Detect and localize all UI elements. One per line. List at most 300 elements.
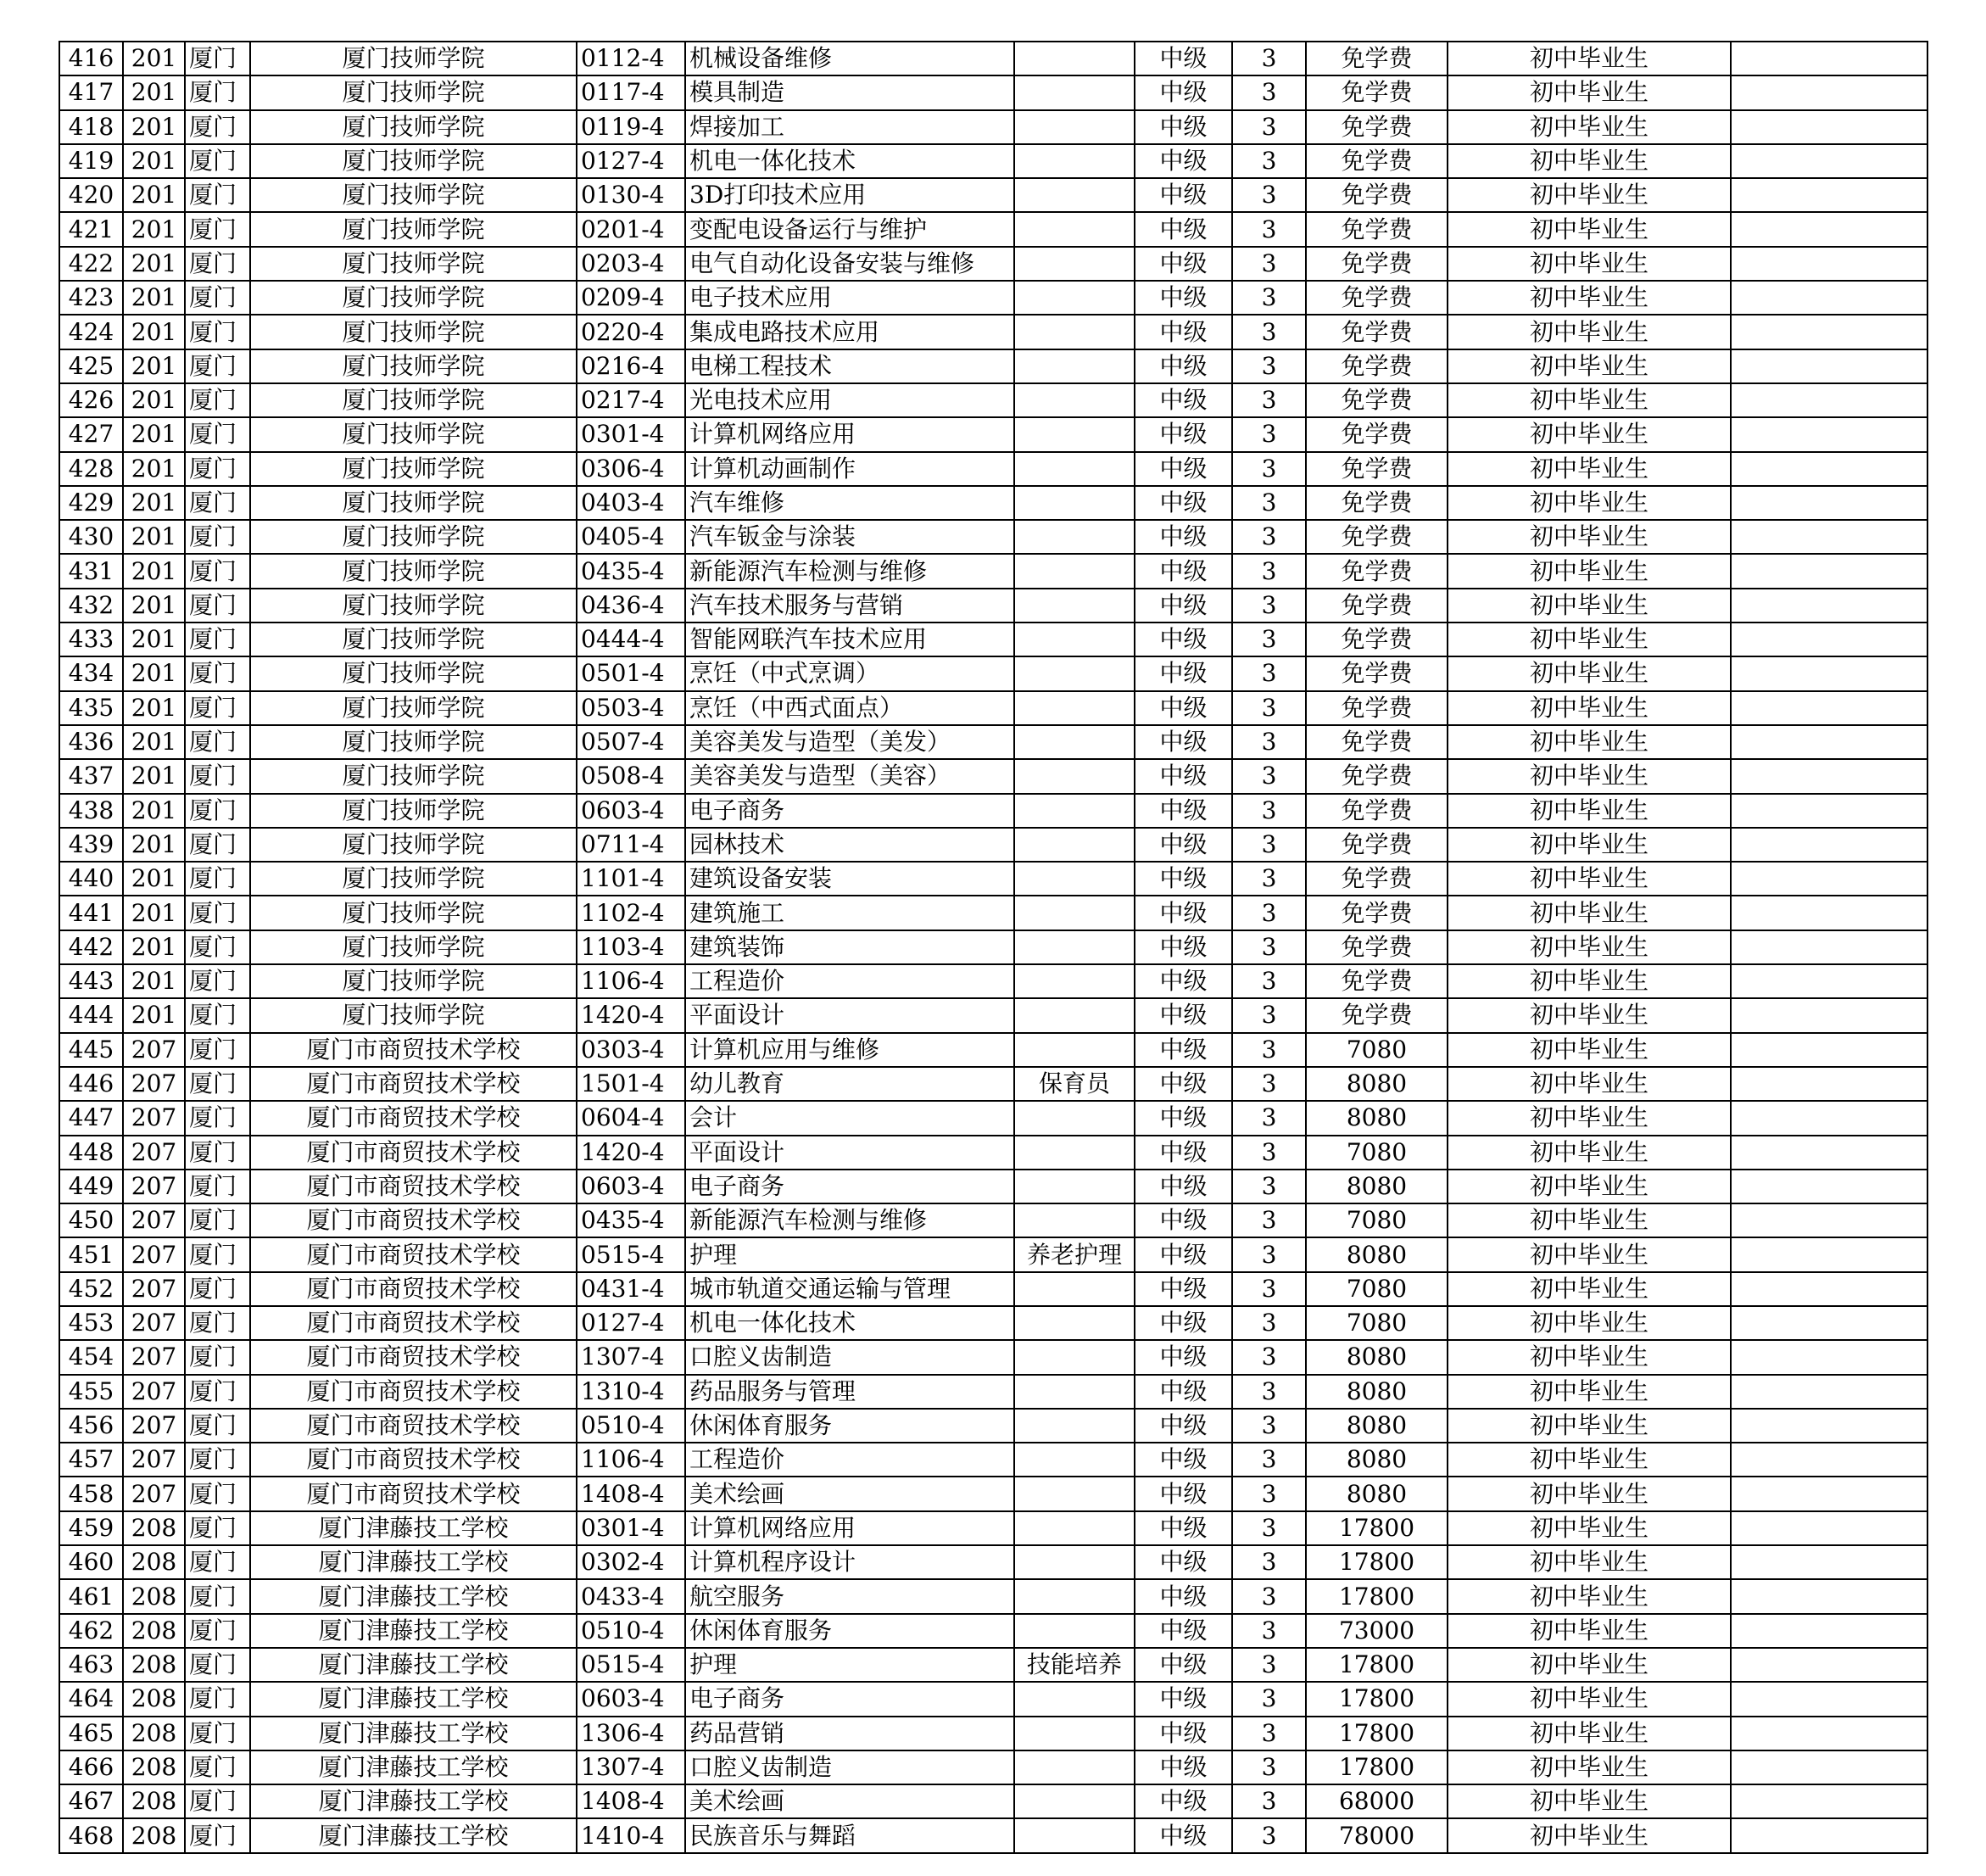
seq-cell: 435	[59, 691, 123, 725]
years-cell: 3	[1232, 964, 1306, 998]
remark-cell	[1731, 1033, 1927, 1067]
tuition-cell: 免学费	[1306, 75, 1448, 109]
city-cell: 厦门	[185, 1579, 250, 1613]
city-cell: 厦门	[185, 828, 250, 862]
tuition-cell: 8080	[1306, 1101, 1448, 1135]
remark-cell	[1731, 998, 1927, 1032]
major-name-cell: 新能源汽车检测与维修	[685, 1203, 1014, 1237]
school-name-cell: 厦门市商贸技术学校	[250, 1033, 577, 1067]
remark-cell	[1731, 1237, 1927, 1271]
enrollment-target-cell: 初中毕业生	[1448, 656, 1731, 690]
years-cell: 3	[1232, 896, 1306, 930]
seq-cell: 449	[59, 1170, 123, 1203]
school-name-cell: 厦门技师学院	[250, 623, 577, 656]
city-cell: 厦门	[185, 520, 250, 554]
direction-cell	[1014, 1579, 1135, 1613]
enrollment-target-cell: 初中毕业生	[1448, 1477, 1731, 1510]
level-cell: 中级	[1135, 896, 1232, 930]
table-row	[59, 212, 1927, 246]
level-cell: 中级	[1135, 383, 1232, 417]
level-cell: 中级	[1135, 1272, 1232, 1306]
city-cell: 厦门	[185, 862, 250, 896]
remark-cell	[1731, 930, 1927, 964]
school-code-cell: 201	[123, 247, 185, 281]
table-row	[59, 1375, 1927, 1409]
enrollment-target-cell: 初中毕业生	[1448, 1784, 1731, 1818]
enrollment-target-cell: 初中毕业生	[1448, 1818, 1731, 1852]
direction-cell	[1014, 1717, 1135, 1750]
table-row	[59, 1784, 1927, 1818]
seq-cell: 452	[59, 1272, 123, 1306]
years-cell: 3	[1232, 998, 1306, 1032]
table-row	[59, 623, 1927, 656]
major-code-cell: 0405-4	[577, 520, 685, 554]
tuition-cell: 免学费	[1306, 554, 1448, 588]
remark-cell	[1731, 1717, 1927, 1750]
tuition-cell: 免学费	[1306, 725, 1448, 759]
major-code-cell: 1410-4	[577, 1818, 685, 1852]
seq-cell: 433	[59, 623, 123, 656]
remark-cell	[1731, 1067, 1927, 1101]
remark-cell	[1731, 828, 1927, 862]
table-row	[59, 75, 1927, 109]
city-cell: 厦门	[185, 1784, 250, 1818]
tuition-cell: 17800	[1306, 1648, 1448, 1682]
school-code-cell: 201	[123, 656, 185, 690]
major-code-cell: 1106-4	[577, 1443, 685, 1477]
years-cell: 3	[1232, 1784, 1306, 1818]
remark-cell	[1731, 1170, 1927, 1203]
city-cell: 厦门	[185, 998, 250, 1032]
direction-cell	[1014, 1818, 1135, 1852]
school-name-cell: 厦门市商贸技术学校	[250, 1067, 577, 1101]
remark-cell	[1731, 452, 1927, 486]
school-code-cell: 201	[123, 452, 185, 486]
major-name-cell: 烹饪（中式烹调）	[685, 656, 1014, 690]
major-code-cell: 0507-4	[577, 725, 685, 759]
school-code-cell: 201	[123, 862, 185, 896]
level-cell: 中级	[1135, 1067, 1232, 1101]
enrollment-target-cell: 初中毕业生	[1448, 930, 1731, 964]
seq-cell: 440	[59, 862, 123, 896]
seq-cell: 425	[59, 349, 123, 383]
direction-cell	[1014, 383, 1135, 417]
direction-cell	[1014, 110, 1135, 144]
enrollment-target-cell: 初中毕业生	[1448, 1203, 1731, 1237]
major-name-cell: 工程造价	[685, 1443, 1014, 1477]
major-code-cell: 0436-4	[577, 589, 685, 623]
major-code-cell: 1306-4	[577, 1717, 685, 1750]
major-code-cell: 1408-4	[577, 1784, 685, 1818]
major-name-cell: 幼儿教育	[685, 1067, 1014, 1101]
level-cell: 中级	[1135, 281, 1232, 315]
major-name-cell: 计算机应用与维修	[685, 1033, 1014, 1067]
table-row	[59, 862, 1927, 896]
school-code-cell: 201	[123, 725, 185, 759]
tuition-cell: 17800	[1306, 1579, 1448, 1613]
seq-cell: 450	[59, 1203, 123, 1237]
seq-cell: 427	[59, 417, 123, 451]
table-row	[59, 1033, 1927, 1067]
enrollment-target-cell: 初中毕业生	[1448, 1375, 1731, 1409]
remark-cell	[1731, 725, 1927, 759]
direction-cell	[1014, 281, 1135, 315]
city-cell: 厦门	[185, 247, 250, 281]
tuition-cell: 78000	[1306, 1818, 1448, 1852]
level-cell: 中级	[1135, 110, 1232, 144]
table-row	[59, 691, 1927, 725]
enrollment-target-cell: 初中毕业生	[1448, 75, 1731, 109]
school-name-cell: 厦门技师学院	[250, 247, 577, 281]
direction-cell	[1014, 759, 1135, 793]
direction-cell: 保育员	[1014, 1067, 1135, 1101]
table-row	[59, 1614, 1927, 1648]
remark-cell	[1731, 759, 1927, 793]
direction-cell	[1014, 828, 1135, 862]
city-cell: 厦门	[185, 691, 250, 725]
remark-cell	[1731, 42, 1927, 75]
major-code-cell: 0117-4	[577, 75, 685, 109]
major-code-cell: 0403-4	[577, 486, 685, 520]
seq-cell: 436	[59, 725, 123, 759]
years-cell: 3	[1232, 1033, 1306, 1067]
table-row	[59, 1101, 1927, 1135]
years-cell: 3	[1232, 1648, 1306, 1682]
major-name-cell: 智能网联汽车技术应用	[685, 623, 1014, 656]
years-cell: 3	[1232, 486, 1306, 520]
table-row	[59, 1579, 1927, 1613]
level-cell: 中级	[1135, 656, 1232, 690]
seq-cell: 468	[59, 1818, 123, 1852]
years-cell: 3	[1232, 75, 1306, 109]
seq-cell: 460	[59, 1545, 123, 1579]
major-name-cell: 3D打印技术应用	[685, 178, 1014, 212]
years-cell: 3	[1232, 144, 1306, 178]
tuition-cell: 免学费	[1306, 452, 1448, 486]
school-code-cell: 207	[123, 1170, 185, 1203]
school-name-cell: 厦门技师学院	[250, 75, 577, 109]
tuition-cell: 8080	[1306, 1443, 1448, 1477]
school-code-cell: 207	[123, 1237, 185, 1271]
seq-cell: 428	[59, 452, 123, 486]
table-row	[59, 1648, 1927, 1682]
school-code-cell: 208	[123, 1784, 185, 1818]
direction-cell	[1014, 178, 1135, 212]
direction-cell	[1014, 349, 1135, 383]
enrollment-target-cell: 初中毕业生	[1448, 1443, 1731, 1477]
direction-cell	[1014, 1614, 1135, 1648]
major-name-cell: 集成电路技术应用	[685, 315, 1014, 349]
school-code-cell: 207	[123, 1375, 185, 1409]
major-name-cell: 药品服务与管理	[685, 1375, 1014, 1409]
major-name-cell: 烹饪（中西式面点）	[685, 691, 1014, 725]
years-cell: 3	[1232, 42, 1306, 75]
years-cell: 3	[1232, 1717, 1306, 1750]
remark-cell	[1731, 862, 1927, 896]
enrollment-target-cell: 初中毕业生	[1448, 1033, 1731, 1067]
school-name-cell: 厦门市商贸技术学校	[250, 1101, 577, 1135]
table-row	[59, 281, 1927, 315]
direction-cell	[1014, 1443, 1135, 1477]
tuition-cell: 免学费	[1306, 144, 1448, 178]
school-code-cell: 207	[123, 1203, 185, 1237]
school-name-cell: 厦门技师学院	[250, 998, 577, 1032]
city-cell: 厦门	[185, 1306, 250, 1340]
school-code-cell: 201	[123, 349, 185, 383]
school-code-cell: 208	[123, 1545, 185, 1579]
major-name-cell: 工程造价	[685, 964, 1014, 998]
enrollment-target-cell: 初中毕业生	[1448, 896, 1731, 930]
major-code-cell: 0508-4	[577, 759, 685, 793]
years-cell: 3	[1232, 1682, 1306, 1716]
major-name-cell: 园林技术	[685, 828, 1014, 862]
major-code-cell: 0515-4	[577, 1648, 685, 1682]
enrollment-target-cell: 初中毕业生	[1448, 1136, 1731, 1170]
seq-cell: 439	[59, 828, 123, 862]
school-name-cell: 厦门技师学院	[250, 486, 577, 520]
level-cell: 中级	[1135, 1614, 1232, 1648]
school-code-cell: 207	[123, 1033, 185, 1067]
remark-cell	[1731, 1340, 1927, 1374]
level-cell: 中级	[1135, 1784, 1232, 1818]
school-name-cell: 厦门市商贸技术学校	[250, 1272, 577, 1306]
seq-cell: 437	[59, 759, 123, 793]
years-cell: 3	[1232, 1443, 1306, 1477]
enrollment-target-cell: 初中毕业生	[1448, 383, 1731, 417]
city-cell: 厦门	[185, 1717, 250, 1750]
major-name-cell: 汽车维修	[685, 486, 1014, 520]
direction-cell	[1014, 589, 1135, 623]
table-row	[59, 452, 1927, 486]
remark-cell	[1731, 1477, 1927, 1510]
direction-cell	[1014, 1682, 1135, 1716]
years-cell: 3	[1232, 794, 1306, 828]
major-code-cell: 1102-4	[577, 896, 685, 930]
level-cell: 中级	[1135, 1545, 1232, 1579]
level-cell: 中级	[1135, 417, 1232, 451]
city-cell: 厦门	[185, 417, 250, 451]
seq-cell: 421	[59, 212, 123, 246]
level-cell: 中级	[1135, 794, 1232, 828]
major-name-cell: 模具制造	[685, 75, 1014, 109]
table-row	[59, 930, 1927, 964]
major-code-cell: 0112-4	[577, 42, 685, 75]
remark-cell	[1731, 520, 1927, 554]
table-row	[59, 110, 1927, 144]
city-cell: 厦门	[185, 1375, 250, 1409]
school-name-cell: 厦门技师学院	[250, 520, 577, 554]
school-code-cell: 208	[123, 1682, 185, 1716]
table-row	[59, 794, 1927, 828]
major-code-cell: 0127-4	[577, 1306, 685, 1340]
remark-cell	[1731, 964, 1927, 998]
tuition-cell: 8080	[1306, 1170, 1448, 1203]
remark-cell	[1731, 247, 1927, 281]
major-name-cell: 电气自动化设备安装与维修	[685, 247, 1014, 281]
seq-cell: 429	[59, 486, 123, 520]
school-name-cell: 厦门津藤技工学校	[250, 1648, 577, 1682]
seq-cell: 453	[59, 1306, 123, 1340]
level-cell: 中级	[1135, 1375, 1232, 1409]
tuition-cell: 免学费	[1306, 486, 1448, 520]
direction-cell	[1014, 1750, 1135, 1784]
remark-cell	[1731, 589, 1927, 623]
remark-cell	[1731, 110, 1927, 144]
direction-cell	[1014, 1511, 1135, 1545]
school-code-cell: 201	[123, 315, 185, 349]
major-name-cell: 平面设计	[685, 998, 1014, 1032]
years-cell: 3	[1232, 1545, 1306, 1579]
city-cell: 厦门	[185, 1272, 250, 1306]
city-cell: 厦门	[185, 75, 250, 109]
enrollment-target-cell: 初中毕业生	[1448, 691, 1731, 725]
school-name-cell: 厦门技师学院	[250, 964, 577, 998]
school-code-cell: 207	[123, 1306, 185, 1340]
level-cell: 中级	[1135, 964, 1232, 998]
seq-cell: 462	[59, 1614, 123, 1648]
level-cell: 中级	[1135, 1682, 1232, 1716]
school-name-cell: 厦门市商贸技术学校	[250, 1306, 577, 1340]
school-name-cell: 厦门技师学院	[250, 589, 577, 623]
direction-cell	[1014, 998, 1135, 1032]
enrollment-target-cell: 初中毕业生	[1448, 144, 1731, 178]
school-name-cell: 厦门津藤技工学校	[250, 1818, 577, 1852]
remark-cell	[1731, 1136, 1927, 1170]
years-cell: 3	[1232, 1101, 1306, 1135]
major-name-cell: 美容美发与造型（美容）	[685, 759, 1014, 793]
major-name-cell: 航空服务	[685, 1579, 1014, 1613]
city-cell: 厦门	[185, 1614, 250, 1648]
city-cell: 厦门	[185, 486, 250, 520]
table-row	[59, 1067, 1927, 1101]
enrollment-target-cell: 初中毕业生	[1448, 1614, 1731, 1648]
city-cell: 厦门	[185, 794, 250, 828]
school-name-cell: 厦门市商贸技术学校	[250, 1375, 577, 1409]
tuition-cell: 免学费	[1306, 383, 1448, 417]
major-code-cell: 1408-4	[577, 1477, 685, 1510]
table-row	[59, 247, 1927, 281]
tuition-cell: 8080	[1306, 1375, 1448, 1409]
school-name-cell: 厦门技师学院	[250, 759, 577, 793]
city-cell: 厦门	[185, 1511, 250, 1545]
city-cell: 厦门	[185, 656, 250, 690]
school-name-cell: 厦门津藤技工学校	[250, 1784, 577, 1818]
remark-cell	[1731, 1614, 1927, 1648]
enrollment-target-cell: 初中毕业生	[1448, 520, 1731, 554]
major-name-cell: 电子商务	[685, 794, 1014, 828]
years-cell: 3	[1232, 452, 1306, 486]
major-name-cell: 电梯工程技术	[685, 349, 1014, 383]
enrollment-target-cell: 初中毕业生	[1448, 1340, 1731, 1374]
tuition-cell: 免学费	[1306, 281, 1448, 315]
enrollment-target-cell: 初中毕业生	[1448, 417, 1731, 451]
tuition-cell: 免学费	[1306, 178, 1448, 212]
major-name-cell: 护理	[685, 1237, 1014, 1271]
level-cell: 中级	[1135, 623, 1232, 656]
seq-cell: 447	[59, 1101, 123, 1135]
school-code-cell: 201	[123, 42, 185, 75]
table-row	[59, 964, 1927, 998]
seq-cell: 448	[59, 1136, 123, 1170]
major-code-cell: 0603-4	[577, 1682, 685, 1716]
years-cell: 3	[1232, 1409, 1306, 1443]
table-row	[59, 1170, 1927, 1203]
enrollment-target-cell: 初中毕业生	[1448, 1682, 1731, 1716]
years-cell: 3	[1232, 1750, 1306, 1784]
table-row	[59, 1237, 1927, 1271]
major-code-cell: 0501-4	[577, 656, 685, 690]
city-cell: 厦门	[185, 1545, 250, 1579]
table-row	[59, 349, 1927, 383]
direction-cell	[1014, 1784, 1135, 1818]
city-cell: 厦门	[185, 1750, 250, 1784]
school-name-cell: 厦门技师学院	[250, 794, 577, 828]
remark-cell	[1731, 349, 1927, 383]
tuition-cell: 免学费	[1306, 247, 1448, 281]
seq-cell: 417	[59, 75, 123, 109]
tuition-cell: 8080	[1306, 1067, 1448, 1101]
enrollment-target-cell: 初中毕业生	[1448, 452, 1731, 486]
tuition-cell: 免学费	[1306, 589, 1448, 623]
level-cell: 中级	[1135, 862, 1232, 896]
enrollment-target-cell: 初中毕业生	[1448, 1170, 1731, 1203]
level-cell: 中级	[1135, 589, 1232, 623]
level-cell: 中级	[1135, 178, 1232, 212]
school-name-cell: 厦门市商贸技术学校	[250, 1203, 577, 1237]
level-cell: 中级	[1135, 759, 1232, 793]
major-code-cell: 1420-4	[577, 1136, 685, 1170]
remark-cell	[1731, 1511, 1927, 1545]
major-name-cell: 机电一体化技术	[685, 1306, 1014, 1340]
seq-cell: 418	[59, 110, 123, 144]
enrollment-target-cell: 初中毕业生	[1448, 1545, 1731, 1579]
table-body	[59, 42, 1927, 1853]
major-name-cell: 电子商务	[685, 1682, 1014, 1716]
major-code-cell: 0603-4	[577, 794, 685, 828]
direction-cell	[1014, 554, 1135, 588]
level-cell: 中级	[1135, 212, 1232, 246]
enrollment-target-cell: 初中毕业生	[1448, 1409, 1731, 1443]
direction-cell	[1014, 42, 1135, 75]
remark-cell	[1731, 144, 1927, 178]
table-row	[59, 383, 1927, 417]
school-code-cell: 207	[123, 1272, 185, 1306]
major-code-cell: 0301-4	[577, 417, 685, 451]
remark-cell	[1731, 1682, 1927, 1716]
school-code-cell: 207	[123, 1443, 185, 1477]
level-cell: 中级	[1135, 1306, 1232, 1340]
remark-cell	[1731, 1784, 1927, 1818]
years-cell: 3	[1232, 725, 1306, 759]
tuition-cell: 免学费	[1306, 212, 1448, 246]
enrollment-target-cell: 初中毕业生	[1448, 1306, 1731, 1340]
tuition-cell: 17800	[1306, 1682, 1448, 1716]
school-name-cell: 厦门津藤技工学校	[250, 1717, 577, 1750]
table-row	[59, 1203, 1927, 1237]
major-code-cell: 0711-4	[577, 828, 685, 862]
table-row	[59, 554, 1927, 588]
major-name-cell: 建筑装饰	[685, 930, 1014, 964]
major-code-cell: 0503-4	[577, 691, 685, 725]
enrollment-target-cell: 初中毕业生	[1448, 1272, 1731, 1306]
school-code-cell: 208	[123, 1717, 185, 1750]
city-cell: 厦门	[185, 42, 250, 75]
direction-cell	[1014, 1136, 1135, 1170]
major-name-cell: 平面设计	[685, 1136, 1014, 1170]
direction-cell	[1014, 1203, 1135, 1237]
enrollment-target-cell: 初中毕业生	[1448, 1579, 1731, 1613]
major-name-cell: 城市轨道交通运输与管理	[685, 1272, 1014, 1306]
